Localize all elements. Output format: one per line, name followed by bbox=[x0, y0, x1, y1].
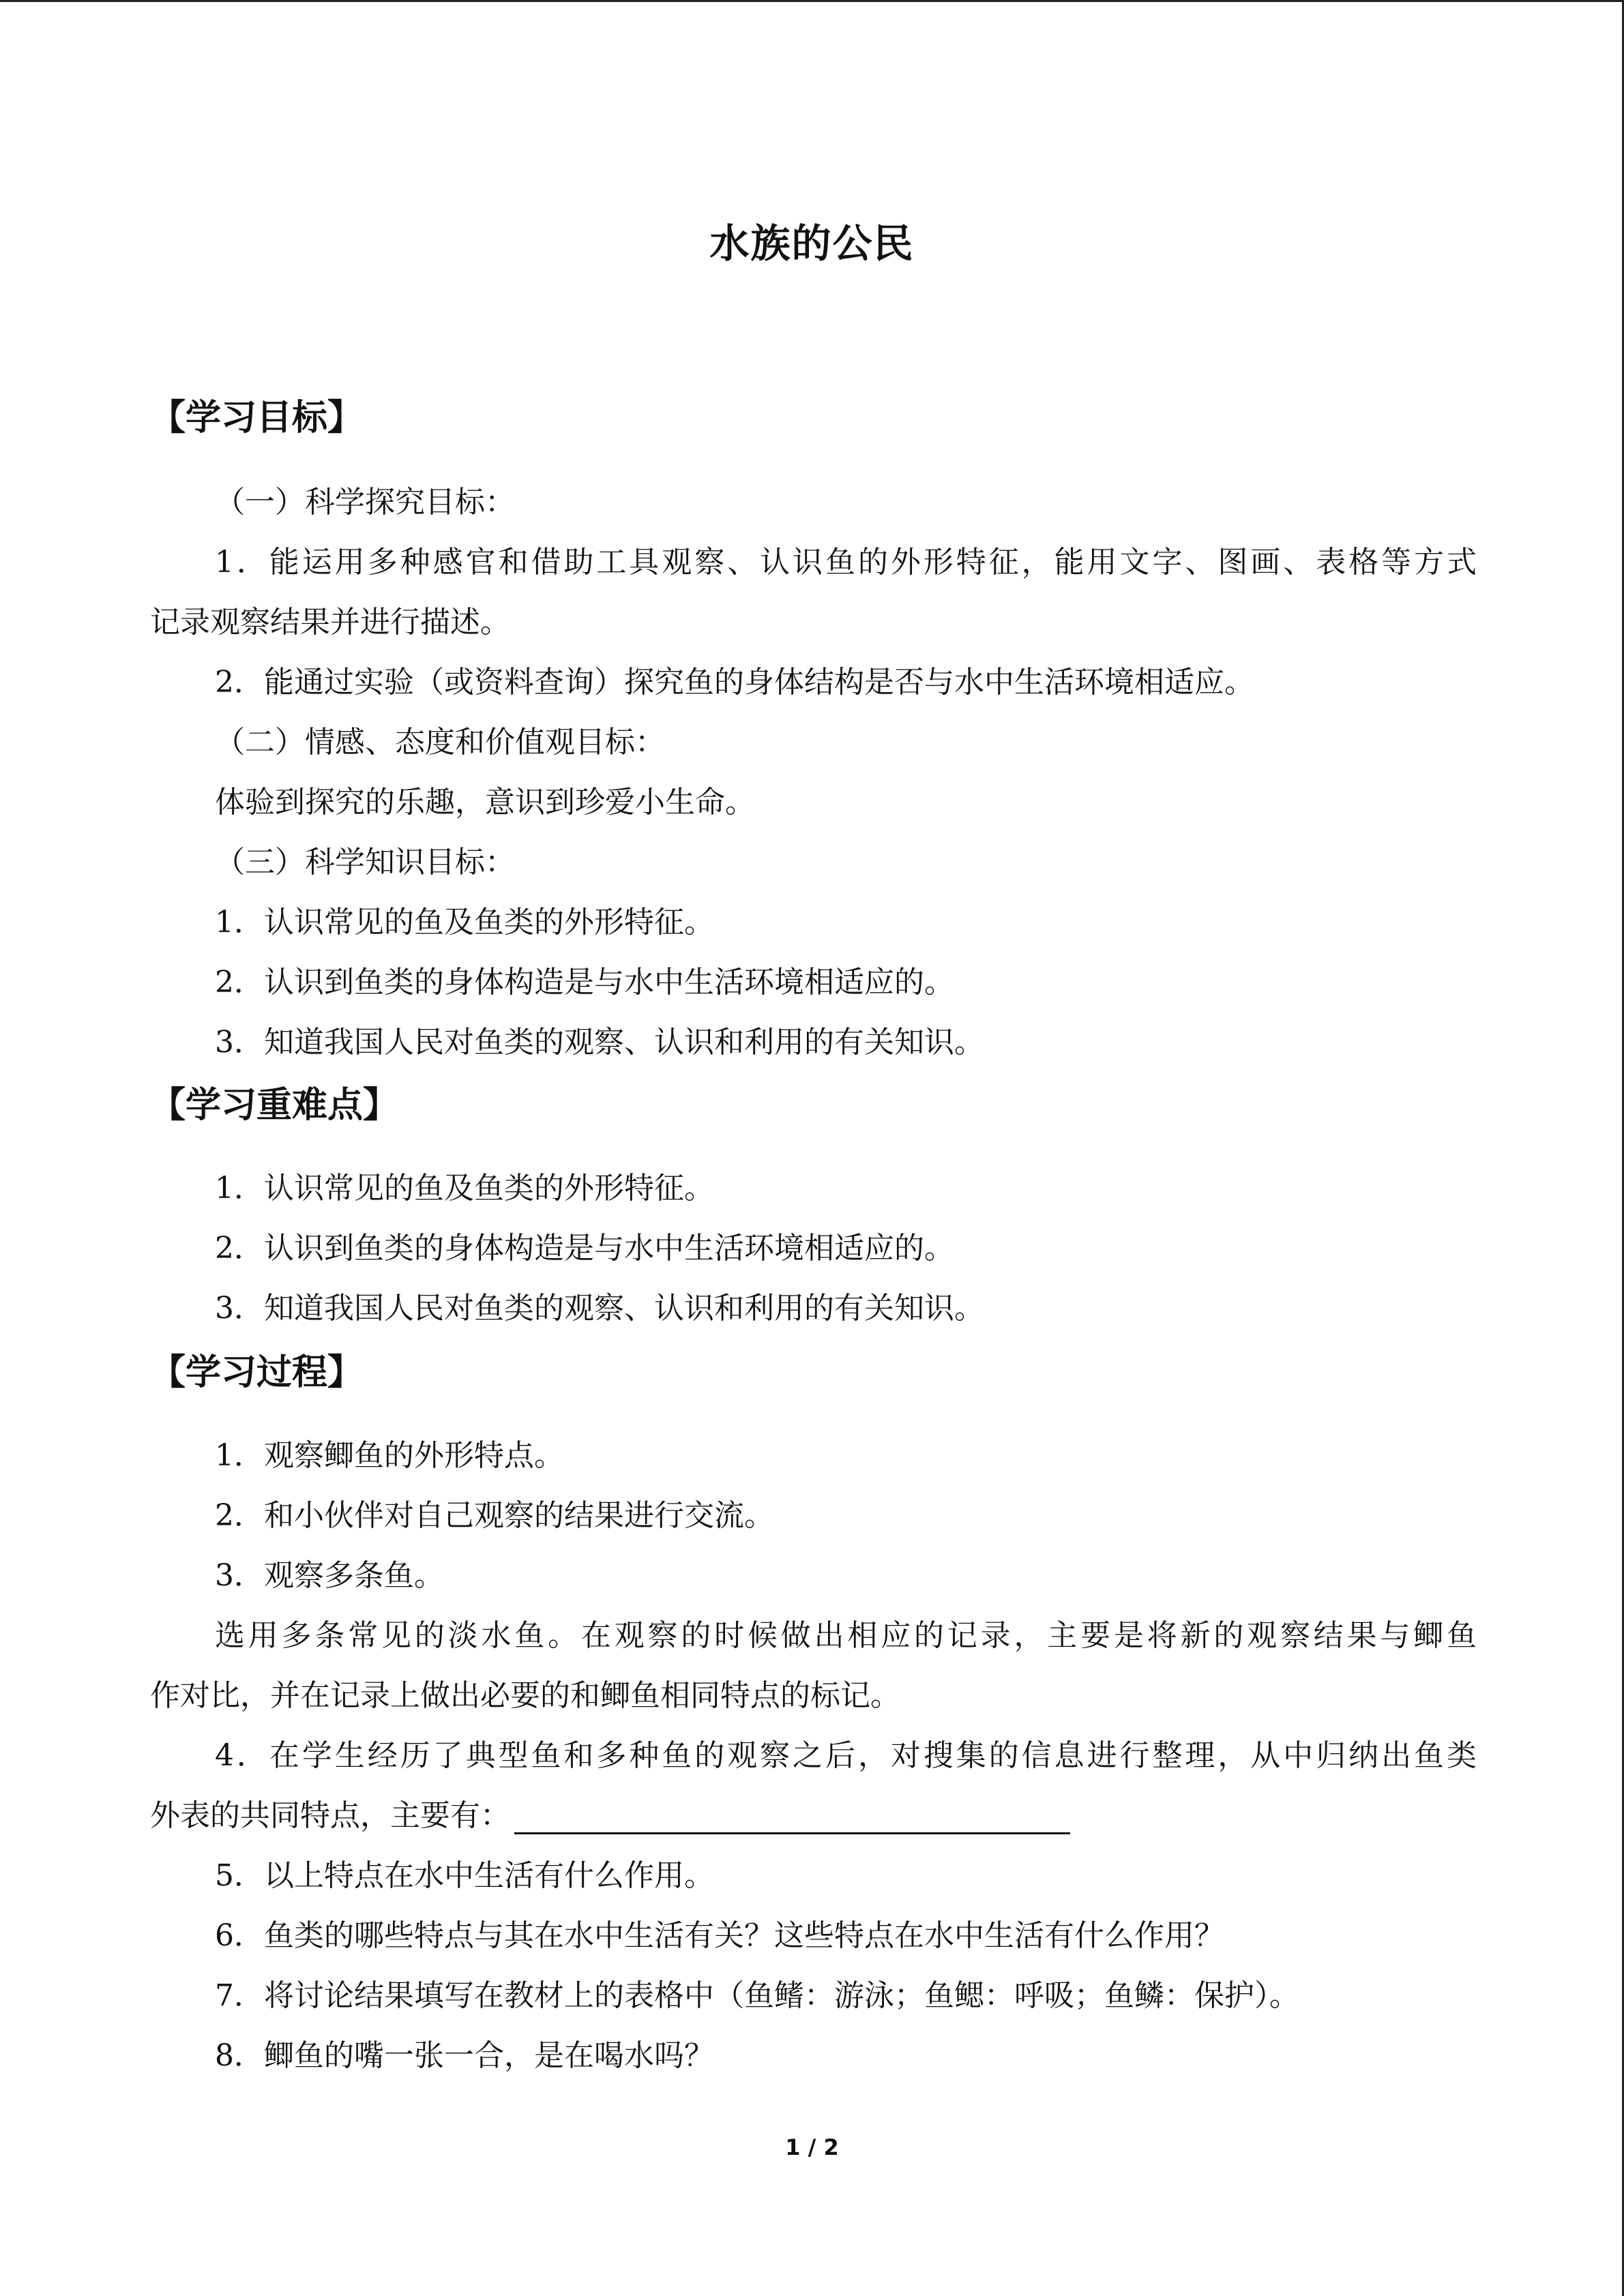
process-line: 2．和小伙伴对自己观察的结果进行交流。 bbox=[215, 1498, 774, 1533]
document-title: 水族的公民 bbox=[709, 220, 915, 267]
key-points-line: 3．知道我国人民对鱼类的观察、认识和利用的有关知识。 bbox=[215, 1291, 984, 1326]
process-line: 6．鱼类的哪些特点与其在水中生活有关？这些特点在水中生活有什么作用？ bbox=[215, 1918, 1224, 1953]
goals-line: 3．知道我国人民对鱼类的观察、认识和利用的有关知识。 bbox=[215, 1025, 984, 1060]
section-heading-process: 【学习过程】 bbox=[150, 1352, 364, 1393]
goals-line: 体验到探究的乐趣，意识到珍爱小生命。 bbox=[215, 785, 755, 820]
goals-line: 记录观察结果并进行描述。 bbox=[150, 605, 510, 640]
goals-line: 1．认识常见的鱼及鱼类的外形特征。 bbox=[215, 905, 714, 940]
answer-blank[interactable] bbox=[514, 1802, 1070, 1834]
process-line: 8．鲫鱼的嘴一张一合，是在喝水吗？ bbox=[215, 2038, 714, 2073]
goals-line: （二）情感、态度和价值观目标： bbox=[215, 725, 665, 760]
section-heading-goals: 【学习目标】 bbox=[150, 398, 364, 438]
goals-line: 2．能通过实验（或资料查询）探究鱼的身体结构是否与水中生活环境相适应。 bbox=[215, 665, 1254, 700]
goals-line: （三）科学知识目标： bbox=[215, 845, 515, 880]
goals-line: （一）科学探究目标： bbox=[215, 485, 515, 520]
process-line-text: 外表的共同特点，主要有： bbox=[150, 1798, 510, 1833]
key-points-line: 2．认识到鱼类的身体构造是与水中生活环境相适应的。 bbox=[215, 1231, 954, 1266]
process-line-with-blank bbox=[150, 1791, 1070, 1834]
goals-line: 1．能运用多种感官和借助工具观察、认识鱼的外形特征，能用文字、图画、表格等方式 bbox=[215, 545, 1477, 580]
process-line: 作对比，并在记录上做出必要的和鲫鱼相同特点的标记。 bbox=[150, 1678, 900, 1713]
section-heading-key-points: 【学习重难点】 bbox=[150, 1085, 399, 1126]
goals-line: 2．认识到鱼类的身体构造是与水中生活环境相适应的。 bbox=[215, 965, 954, 1000]
process-line: 1．观察鲫鱼的外形特点。 bbox=[215, 1438, 564, 1473]
key-points-line: 1．认识常见的鱼及鱼类的外形特征。 bbox=[215, 1171, 714, 1206]
process-line: 5．以上特点在水中生活有什么作用。 bbox=[215, 1858, 714, 1893]
page-number: 1 / 2 bbox=[785, 2134, 839, 2160]
process-line: 4．在学生经历了典型鱼和多种鱼的观察之后，对搜集的信息进行整理，从中归纳出鱼类 bbox=[215, 1738, 1477, 1773]
process-line: 3．观察多条鱼。 bbox=[215, 1558, 444, 1593]
page-border-top bbox=[0, 0, 1624, 2]
process-line: 选用多条常见的淡水鱼。在观察的时候做出相应的记录，主要是将新的观察结果与鲫鱼 bbox=[215, 1618, 1477, 1653]
process-line: 7．将讨论结果填写在教材上的表格中（鱼鳍：游泳；鱼鳃：呼吸；鱼鳞：保护）。 bbox=[215, 1978, 1299, 2013]
